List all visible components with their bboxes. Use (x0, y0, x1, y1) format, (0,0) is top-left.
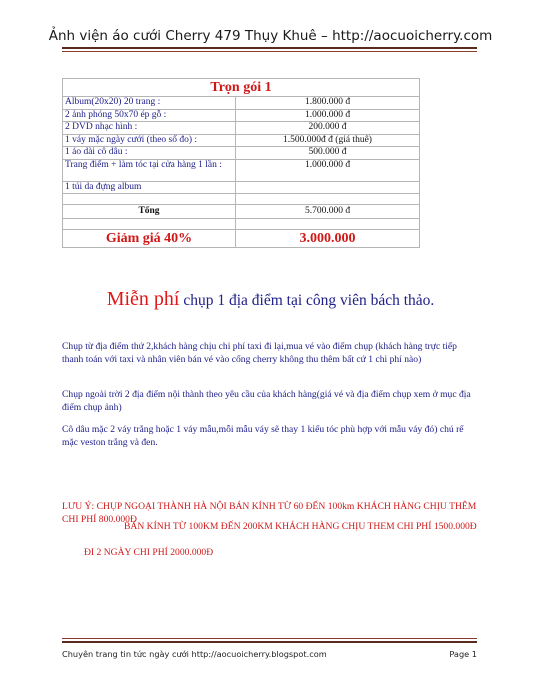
item-label: 2 ảnh phóng 50x70 ép gỗ : (63, 109, 236, 122)
header-rule (62, 47, 477, 49)
item-value (236, 181, 420, 194)
discount-value: 3.000.000 (236, 230, 420, 248)
table-row (63, 97, 420, 110)
item-label: Trang điểm + làm tóc tại cửa hàng 1 lần : (63, 159, 236, 181)
paragraph-extra-locations: Chụp từ địa điểm thứ 2,khách hàng chịu chi phí taxi đi lại,mua vé vào điểm chụp (khách hàng trực tiếp thanh toán với taxi và nhân viên bán vé vào cổng cherry không thu thêm bất cứ 1 chi phí nào) (62, 341, 457, 365)
item-label: 2 DVD nhạc hình : (63, 122, 236, 135)
header-rule-thin (62, 51, 477, 52)
free-offer (0, 288, 541, 311)
item-value: 1.800.000 đ (236, 97, 420, 110)
footer-rule (62, 641, 477, 643)
page-header: Ảnh viện áo cưới Cherry 479 Thụy Khuê – http://aocuoicherry.com (48, 28, 493, 44)
paragraph-outdoor-shoot: Chụp ngoài trời 2 địa điểm nội thành theo yêu cầu của khách hàng(giá vé và địa điểm chụp xem ở mục địa điểm chụp ảnh) (62, 389, 471, 413)
item-value: 1.000.000 đ (236, 159, 420, 181)
item-label: 1 áo dài cô dâu : (63, 147, 236, 160)
note-line-1: LƯU Ý: CHỤP NGOẠI THÀNH HÀ NỘI BÁN KÍNH TỪ 60 ĐẾN 100km KHÁCH HÀNG CHỊU THÊM CHI PHÍ 800.000Đ (62, 501, 477, 525)
page-number: Page 1 (449, 649, 477, 659)
item-value: 200.000 đ (236, 122, 420, 135)
footer-rule-thin (62, 638, 477, 639)
package-table (62, 78, 420, 248)
table-row (63, 134, 420, 147)
note-line-2: BÁN KÍNH TỪ 100KM ĐẾN 200KM KHÁCH HÀNG CHỊU THEM CHI PHÍ 1500.000Đ (124, 521, 477, 532)
total-value: 5.700.000 đ (236, 205, 420, 219)
item-value: 1.000.000 đ (236, 109, 420, 122)
item-label: Album(20x20) 20 trang : (63, 97, 236, 110)
discount-label: Giảm giá 40% (63, 230, 236, 248)
package-title-row (63, 79, 420, 97)
table-row (63, 122, 420, 135)
free-offer-highlight: Miễn phí (106, 288, 180, 310)
paragraph-dress-info: Cô dâu mặc 2 váy trắng hoặc 1 váy mẫu,mỗi mẫu váy sẽ thay 1 kiểu tóc phù hợp với mẫu váy đó) chú rể mặc veston trắng và đen. (62, 424, 464, 448)
item-label: 1 túi da đựng album (63, 181, 236, 194)
table-row (63, 159, 420, 181)
item-value: 1.500.000đ đ (giá thuê) (236, 134, 420, 147)
total-row (63, 205, 420, 219)
page-footer (62, 649, 477, 659)
table-row-blank (63, 219, 420, 230)
table-row-blank (63, 194, 420, 205)
discount-row (63, 230, 420, 248)
footer-text: Chuyên trang tin tức ngày cưới http://aocuoicherry.blogspot.com (62, 649, 327, 659)
table-row (63, 109, 420, 122)
free-offer-text: chụp 1 địa điểm tại công viên bách thảo. (179, 292, 435, 309)
total-label: Tổng (63, 205, 236, 219)
table-row (63, 147, 420, 160)
package-title: Trọn gói 1 (63, 79, 420, 97)
note-line-3: ĐI 2 NGÀY CHI PHÍ 2000.000Đ (84, 547, 214, 558)
item-value: 500.000 đ (236, 147, 420, 160)
item-label: 1 váy mặc ngày cưới (theo số đo) : (63, 134, 236, 147)
table-row (63, 181, 420, 194)
